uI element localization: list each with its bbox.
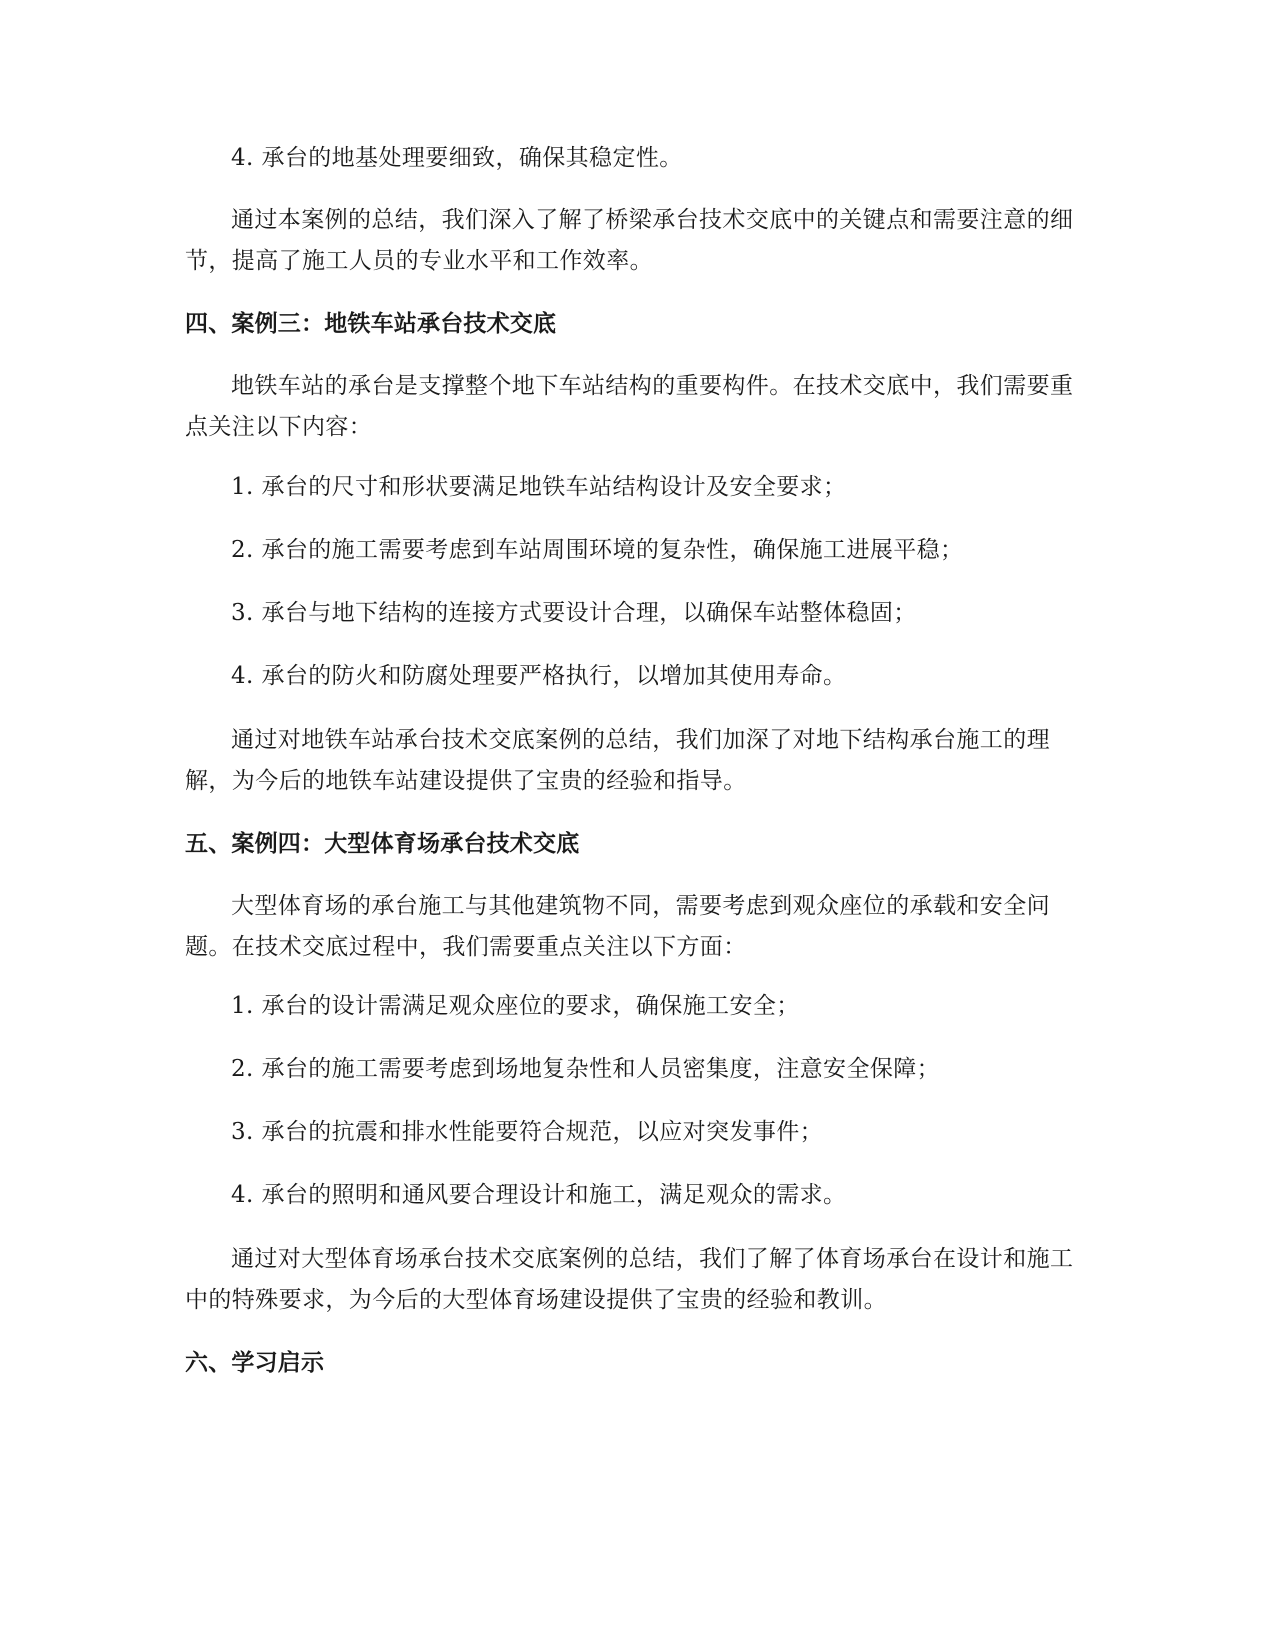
summary-paragraph: 通过对地铁车站承台技术交底案例的总结，我们加深了对地下结构承台施工的理解，为今后的地铁车站建设提供了宝贵的经验和指导。 (185, 727, 1050, 794)
summary-paragraph: 通过对大型体育场承台技术交底案例的总结，我们了解了体育场承台在设计和施工中的特殊要求，为今后的大型体育场建设提供了宝贵的经验和教训。 (185, 1246, 1074, 1313)
section-heading-case3: 四、案例三：地铁车站承台技术交底 (185, 311, 557, 337)
summary-paragraph: 通过本案例的总结，我们深入了解了桥梁承台技术交底中的关键点和需要注意的细节，提高了施工人员的专业水平和工作效率。 (185, 207, 1074, 274)
list-item: 1. 承台的设计需满足观众座位的要求，确保施工安全； (231, 993, 800, 1019)
list-item: 4. 承台的照明和通风要合理设计和施工，满足观众的需求。 (231, 1182, 847, 1208)
list-item: 3. 承台的抗震和排水性能要符合规范，以应对突发事件； (231, 1119, 824, 1145)
section-heading-lessons: 六、学习启示 (185, 1350, 325, 1376)
intro-paragraph: 地铁车站的承台是支撑整个地下车站结构的重要构件。在技术交底中，我们需要重点关注以下内容： (185, 373, 1074, 440)
list-item: 2. 承台的施工需要考虑到车站周围环境的复杂性，确保施工进展平稳； (231, 537, 964, 563)
list-item: 1. 承台的尺寸和形状要满足地铁车站结构设计及安全要求； (231, 474, 847, 500)
section-heading-case4: 五、案例四：大型体育场承台技术交底 (185, 831, 580, 857)
list-item: 2. 承台的施工需要考虑到场地复杂性和人员密集度，注意安全保障； (231, 1056, 941, 1082)
list-item: 4. 承台的地基处理要细致，确保其稳定性。 (231, 145, 683, 171)
list-item: 4. 承台的防火和防腐处理要严格执行，以增加其使用寿命。 (231, 663, 847, 689)
intro-paragraph: 大型体育场的承台施工与其他建筑物不同，需要考虑到观众座位的承载和安全问题。在技术交底过程中，我们需要重点关注以下方面： (185, 893, 1050, 960)
document-page (185, 0, 1090, 1650)
list-item: 3. 承台与地下结构的连接方式要设计合理，以确保车站整体稳固； (231, 600, 917, 626)
